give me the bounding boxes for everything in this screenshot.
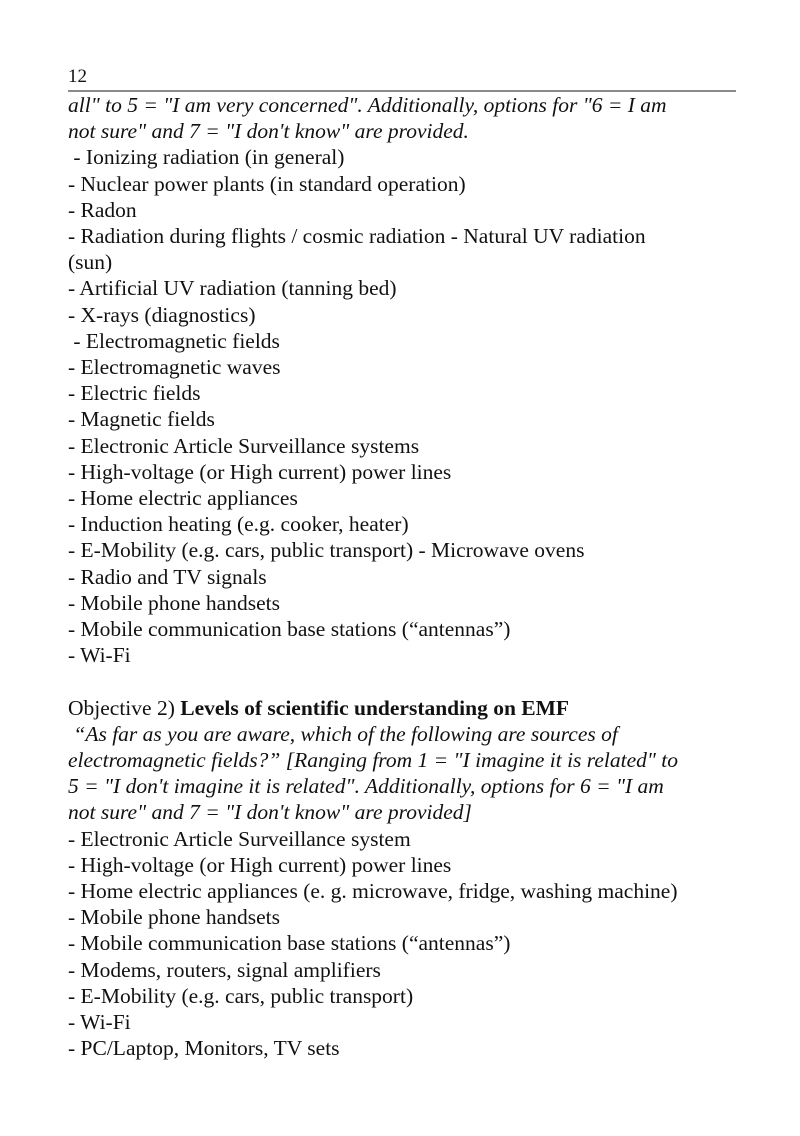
concern-items-list: [68, 144, 736, 668]
list-item: - High-voltage (or High current) power lines: [68, 852, 452, 877]
document-page: [68, 66, 736, 1062]
intro-line: not sure" and 7 = "I don't know" are provided.: [68, 119, 469, 144]
list-item: - Mobile communication base stations (“antennas”): [68, 617, 511, 642]
list-item-continuation: (sun): [68, 250, 113, 275]
list-item: - High-voltage (or High current) power lines: [68, 459, 452, 484]
list-item: - Ionizing radiation (in general): [68, 145, 345, 170]
list-item: - Nuclear power plants (in standard operation): [68, 171, 466, 196]
list-item: - Wi-Fi: [68, 1010, 131, 1035]
list-item: - Induction heating (e.g. cooker, heater): [68, 512, 409, 537]
list-item: - Artificial UV radiation (tanning bed): [68, 276, 397, 301]
objective-2-heading: [68, 695, 736, 721]
objective-2-section: [68, 695, 736, 1062]
list-item: - E-Mobility (e.g. cars, public transport): [68, 983, 414, 1008]
objective-2-title: Levels of scientific understanding on EMF: [180, 695, 570, 720]
list-item: - Electromagnetic waves: [68, 355, 281, 380]
list-item: - Wi-Fi: [68, 643, 131, 668]
list-item: - Mobile phone handsets: [68, 905, 280, 930]
list-item: - Electronic Article Surveillance systems: [68, 433, 420, 458]
list-item: - Mobile communication base stations (“antennas”): [68, 931, 511, 956]
list-item: - Radon: [68, 197, 137, 222]
intro-line: all" to 5 = "I am very concerned". Additionally, options for "6 = I am: [68, 93, 667, 117]
list-item: - Electronic Article Surveillance system: [68, 826, 411, 851]
list-item: - Electric fields: [68, 381, 201, 406]
page-body: [68, 92, 736, 1062]
list-item: - Magnetic fields: [68, 407, 215, 432]
page-number: 12: [68, 66, 87, 87]
list-item: - Home electric appliances (e. g. microwave, fridge, washing machine): [68, 879, 678, 904]
paragraph-gap: [68, 668, 736, 694]
list-item: - Radio and TV signals: [68, 564, 267, 589]
list-item: - Modems, routers, signal amplifiers: [68, 957, 381, 982]
list-item: - PC/Laptop, Monitors, TV sets: [68, 1036, 340, 1061]
question-line: “As far as you are aware, which of the following are sources of: [68, 721, 618, 746]
objective-2-prefix: Objective 2): [68, 695, 181, 720]
list-item: - E-Mobility (e.g. cars, public transport) - Microwave ovens: [68, 538, 585, 563]
question-line: not sure" and 7 = "I don't know" are provided]: [68, 800, 472, 825]
list-item: - X-rays (diagnostics): [68, 302, 256, 327]
question-line: 5 = "I don't imagine it is related". Additionally, options for 6 = "I am: [68, 774, 664, 799]
list-item: - Mobile phone handsets: [68, 590, 280, 615]
question-line: electromagnetic fields?” [Ranging from 1 = "I imagine it is related" to: [68, 748, 679, 773]
intro-paragraph: [68, 92, 736, 144]
list-item: - Electromagnetic fields: [68, 328, 280, 353]
list-item: - Home electric appliances: [68, 486, 298, 511]
list-item: - Radiation during flights / cosmic radiation - Natural UV radiation: [68, 224, 646, 249]
